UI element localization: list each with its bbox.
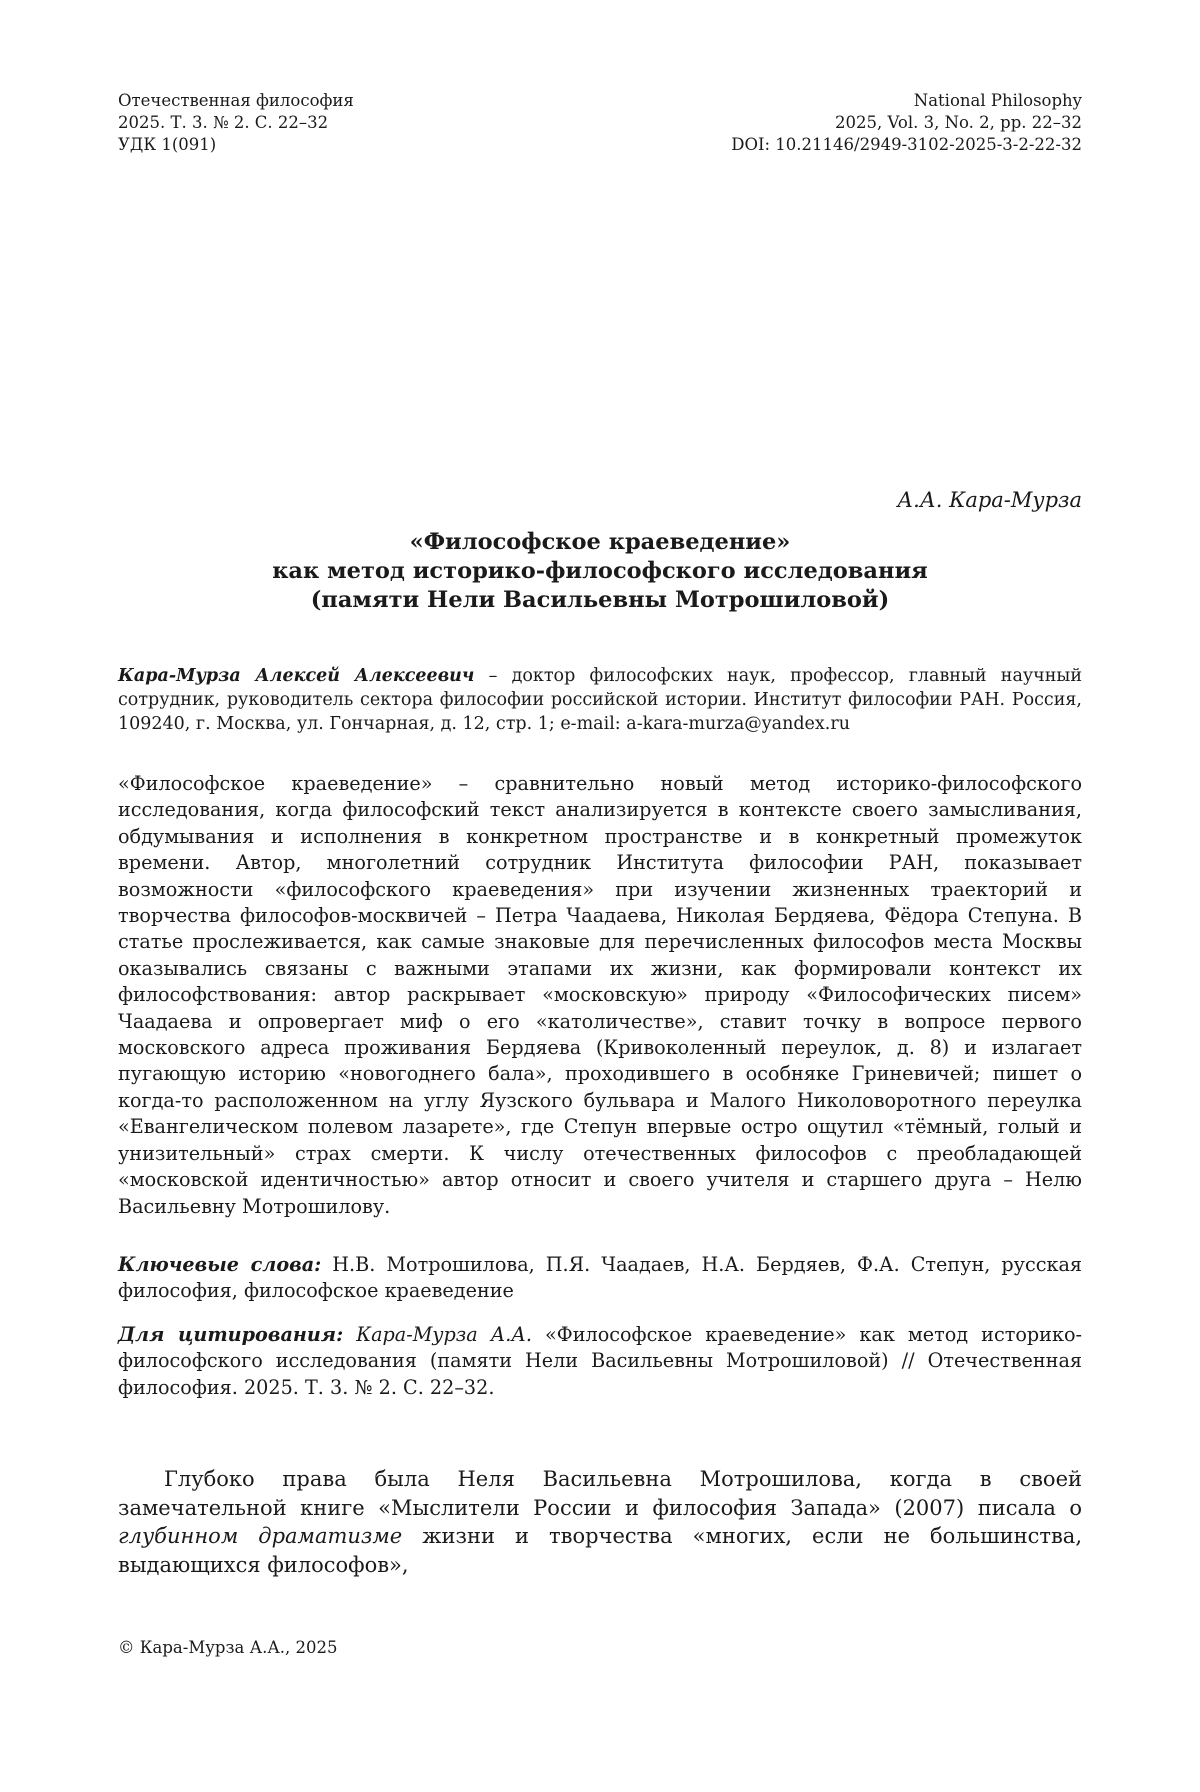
body-text-part: Глубоко права была Неля Васильевна Мотрошилова, когда в своей замечательной книге «Мыслители России и философия Запада» (2007) писала о — [118, 1467, 1082, 1520]
author-short: А.А. Кара-Мурза — [897, 488, 1082, 512]
abstract: «Философское краеведение» – сравнительно новый метод историко-философского исследования, когда философский текст анализируется в контексте своего замысливания, обдумывания и исполнения в конкретном пространстве и в конкретный промежуток времени. Автор, многолетний сотрудник Института философии РАН, показывает возможности «философского краеведения» при изучении жизненных траекторий и творчества философов-москвичей – Петра Чаадаева, Николая Бердяева, Фёдора Степуна. В статье прослеживается, как самые знаковые для перечисленных философов места Москвы оказывались связаны с важными этапами их жизни, как формировали контекст их философствования: автор раскрывает «московскую» природу «Философических писем» Чаадаева и опровергает миф о его «католичестве», ставит точку в вопросе первого московского адреса проживания Бердяева (Кривоколенный переулок, д. 8) и излагает пугающую историю «новогоднего бала», проходившего в особняке Гриневичей; пишет о когда-то расположенном на углу Яузского бульвара и Малого Николоворотного переулка «Евангелическом полевом лазарете», где Степун впервые остро ощутил «тёмный, голый и унизительный» страх смерти. К числу отечественных философов с преобладающей «московской идентичностью» автор относит и своего учителя и старшего друга – Нелю Васильевну Мотрошилову. — [118, 772, 1082, 1218]
issue-info-ru: 2025. Т. 3. № 2. С. 22–32 — [118, 113, 329, 132]
journal-name-ru: Отечественная философия — [118, 91, 354, 110]
udc-code: УДК 1(091) — [118, 135, 217, 154]
title-line: как метод историко-философского исследования — [272, 558, 928, 584]
keywords-label: Ключевые слова: — [118, 1253, 322, 1276]
body-text-italic: глубинном драматизме — [118, 1524, 403, 1548]
title-line: (памяти Нели Васильевны Мотрошиловой) — [310, 587, 890, 613]
doi[interactable]: DOI: 10.21146/2949-3102-2025-3-2-22-32 — [731, 135, 1082, 154]
copyright-notice: © Кара-Мурза А.А., 2025 — [118, 1638, 338, 1657]
author-info — [118, 664, 1082, 736]
author-details: – доктор философских наук, профессор, главный научный сотрудник, руководитель сектора философии российской истории. Институт философии РАН. Россия, 109240, г. Москва, ул. Гончарная, д. 12, стр. 1; e-mail: a-kara-murza@yandex.ru — [118, 666, 1082, 734]
body-text-part: жизни и творчества «многих, если не большинства, выдающихся философов», — [118, 1524, 1082, 1577]
title-line: «Философское краеведение» — [409, 529, 791, 555]
article-title — [118, 528, 1082, 615]
keywords — [118, 1252, 1082, 1305]
citation-author: Кара-Мурза А.А. — [343, 1323, 532, 1346]
issue-info-en: 2025, Vol. 3, No. 2, pp. 22–32 — [835, 113, 1082, 132]
journal-name-en: National Philosophy — [913, 91, 1082, 110]
body-paragraph — [118, 1465, 1082, 1579]
author-full-name: Кара-Мурза Алексей Алексеевич — [118, 666, 475, 686]
header-right — [731, 90, 1082, 156]
keywords-text: Н.В. Мотрошилова, П.Я. Чаадаев, Н.А. Бердяев, Ф.А. Степун, русская философия, философское краеведение — [118, 1253, 1082, 1303]
citation — [118, 1322, 1082, 1401]
citation-label: Для цитирования: — [118, 1323, 344, 1346]
citation-text: «Философское краеведение» как метод историко-философского исследования (памяти Нели Васильевны Мотрошиловой) // Отечественная философия. 2025. Т. 3. № 2. С. 22–32. — [118, 1323, 1082, 1399]
header-left — [118, 90, 354, 156]
